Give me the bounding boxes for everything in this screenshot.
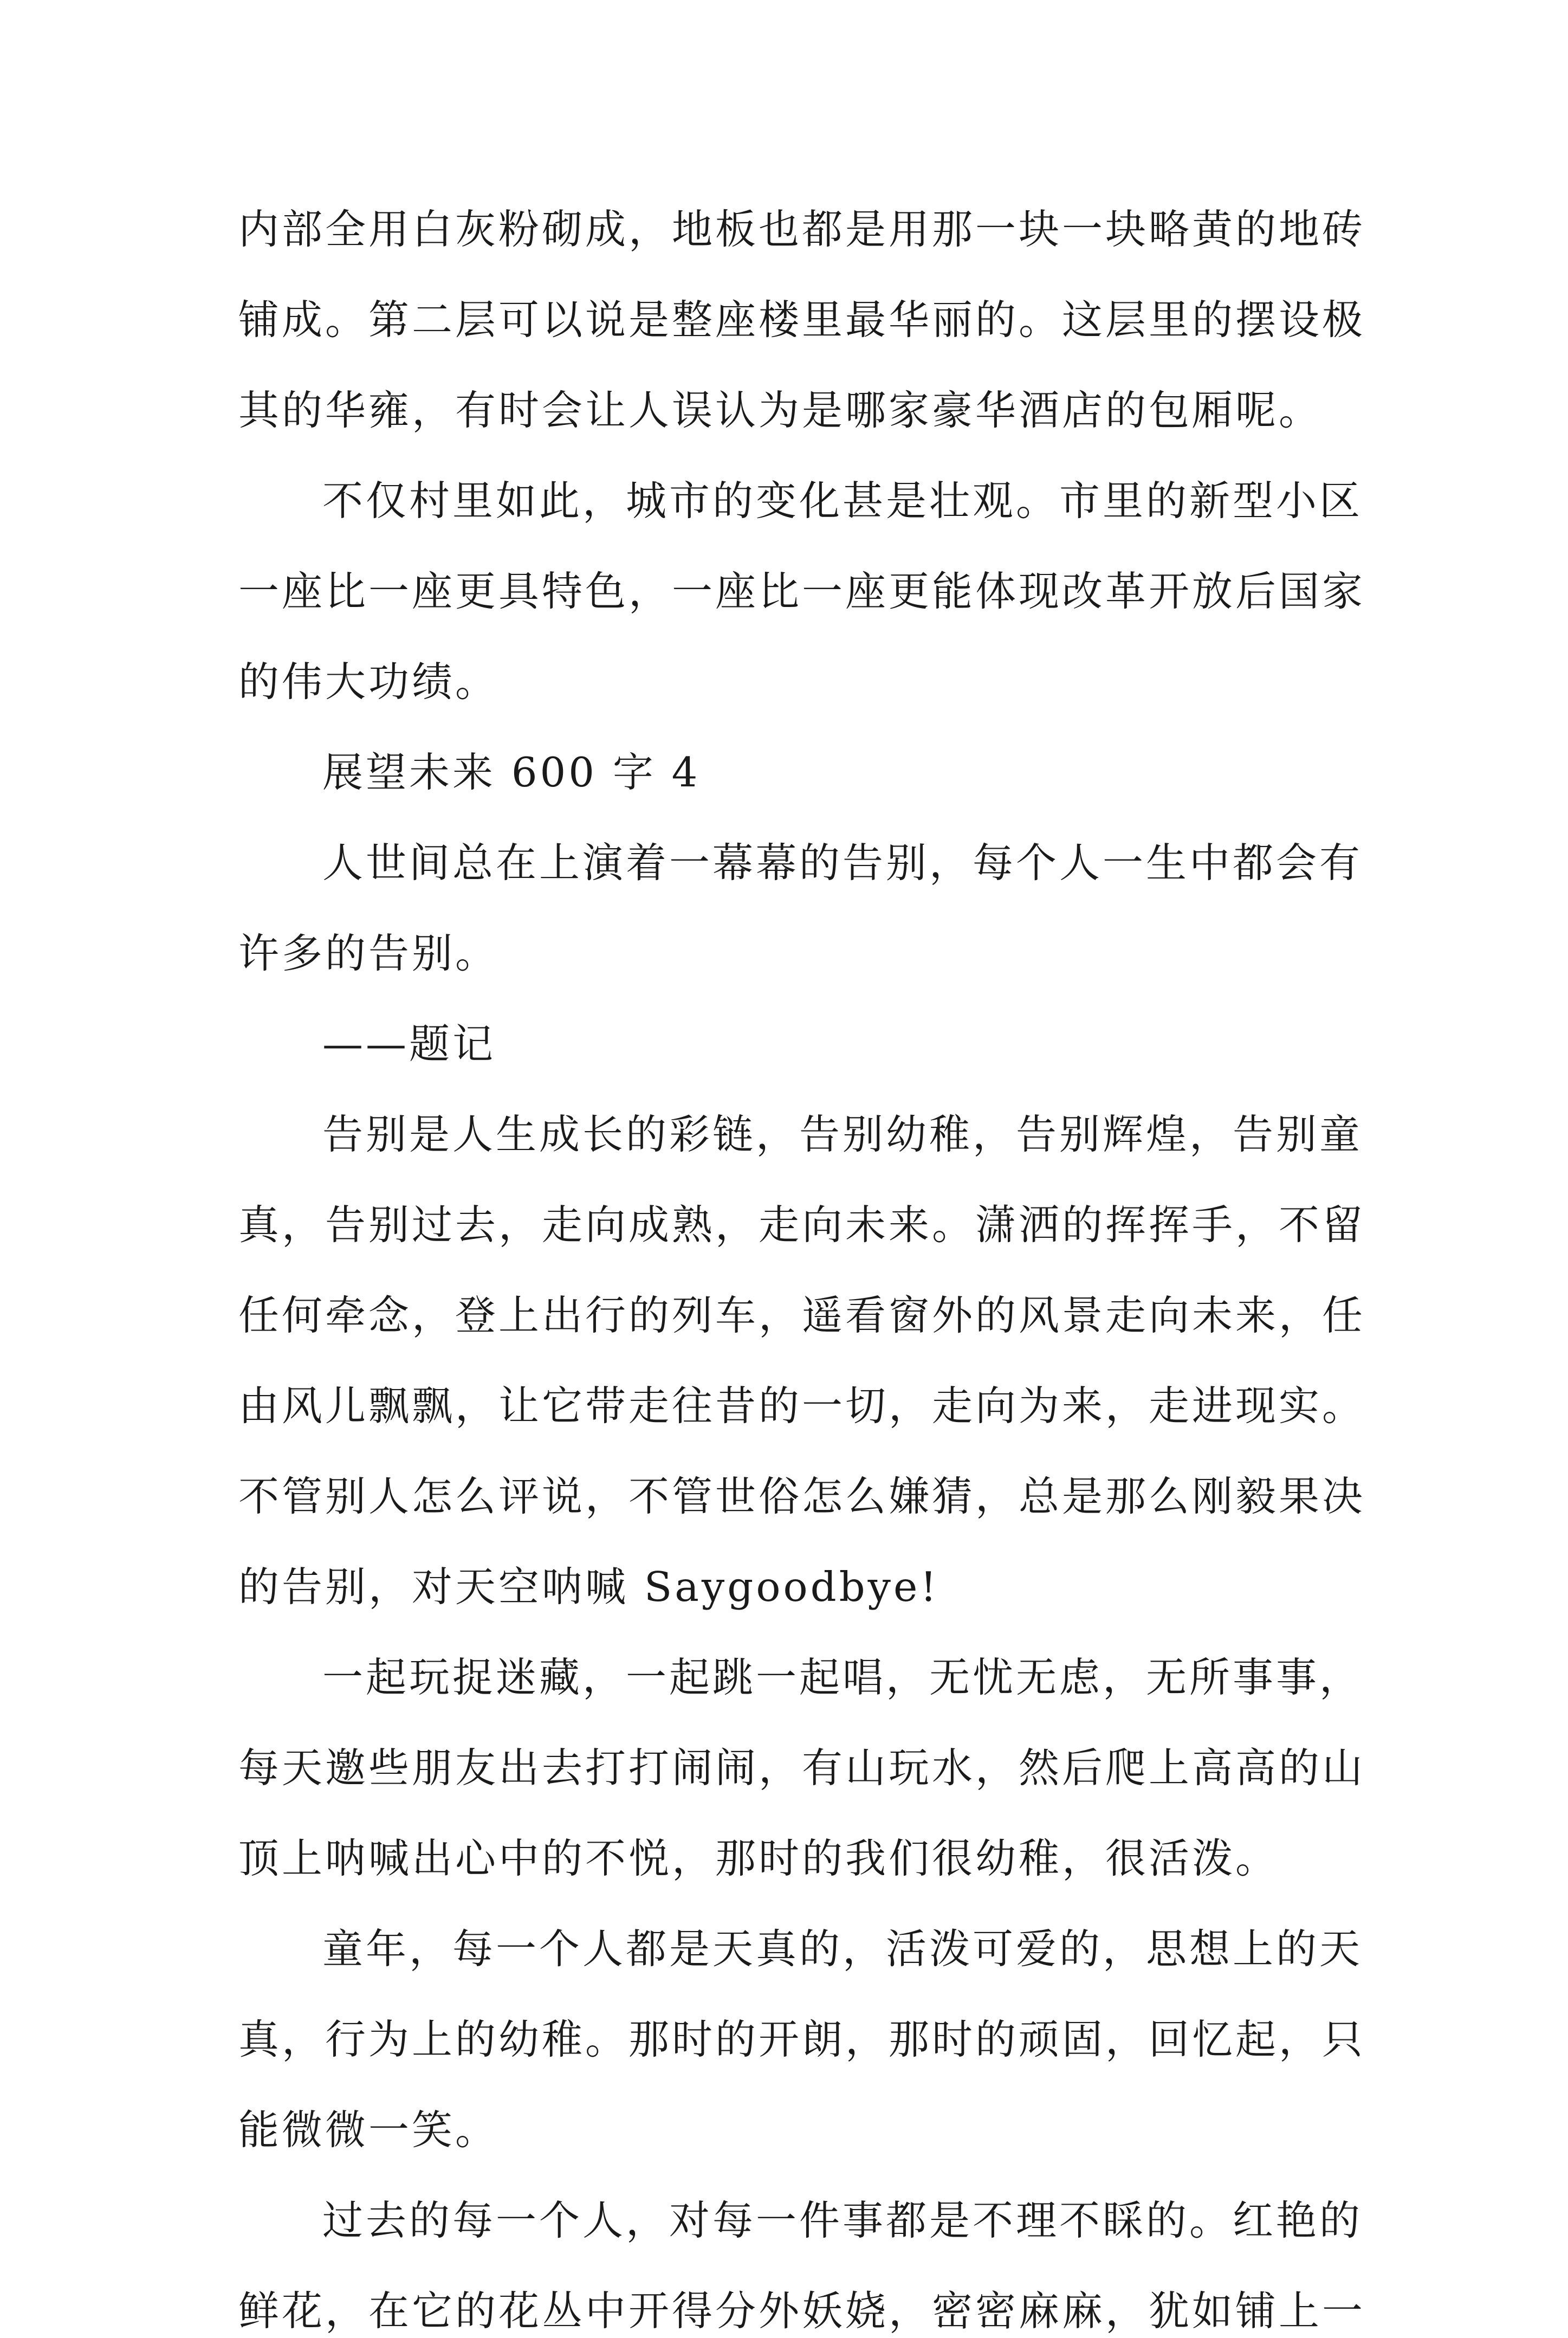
section-heading: 展望未来 600 字 4 — [322, 748, 701, 796]
text-line: 顶上呐喊出心中的不悦，那时的我们很幼稚，很活泼。 — [238, 1835, 1279, 1882]
text-line: 的告别，对天空呐喊 Saygoodbye! — [238, 1563, 939, 1611]
text-line: 由风儿飘飘，让它带走往昔的一切，走向为来，走进现实。 — [238, 1382, 1366, 1430]
paragraph-start-line: 人世间总在上演着一幕幕的告别，每个人一生中都会有 — [322, 839, 1363, 887]
text-line: 铺成。第二层可以说是整座楼里最华丽的。这层里的摆设极 — [238, 296, 1366, 344]
text-line: 其的华雍，有时会让人误认为是哪家豪华酒店的包厢呢。 — [238, 386, 1323, 434]
text-line: 真，告别过去，走向成熟，走向未来。潇洒的挥挥手，不留 — [238, 1201, 1366, 1249]
epigraph-note: ——题记 — [322, 1020, 496, 1068]
text-line: 能微微一笑。 — [238, 2106, 499, 2154]
paragraph-start-line: 童年，每一个人都是天真的，活泼可爱的，思想上的天 — [322, 1925, 1363, 1973]
paragraph-start-line: 告别是人生成长的彩链，告别幼稚，告别辉煌，告别童 — [322, 1110, 1363, 1158]
text-line: 任何牵念，登上出行的列车，遥看窗外的风景走向未来，任 — [238, 1291, 1366, 1339]
paragraph-start-line: 不仅村里如此，城市的变化甚是壮观。市里的新型小区 — [322, 477, 1363, 525]
text-line: 不管别人怎么评说，不管世俗怎么嫌猜，总是那么刚毅果决 — [238, 1472, 1366, 1520]
text-line: 鲜花，在它的花丛中开得分外妖娆，密密麻麻，犹如铺上一 — [238, 2287, 1366, 2335]
text-line: 的伟大功绩。 — [238, 658, 499, 706]
text-line: 内部全用白灰粉砌成，地板也都是用那一块一块略黄的地砖 — [238, 205, 1366, 253]
text-line: 一座比一座更具特色，一座比一座更能体现改革开放后国家 — [238, 567, 1366, 615]
paragraph-start-line: 一起玩捉迷藏，一起跳一起唱，无忧无虑，无所事事， — [322, 1654, 1363, 1701]
text-line: 每天邀些朋友出去打打闹闹，有山玩水，然后爬上高高的山 — [238, 1744, 1366, 1792]
text-line: 真，行为上的幼稚。那时的开朗，那时的顽固，回忆起，只 — [238, 2016, 1366, 2063]
text-line: 许多的告别。 — [238, 929, 499, 977]
paragraph-start-line: 过去的每一个人，对每一件事都是不理不睬的。红艳的 — [322, 2197, 1363, 2244]
